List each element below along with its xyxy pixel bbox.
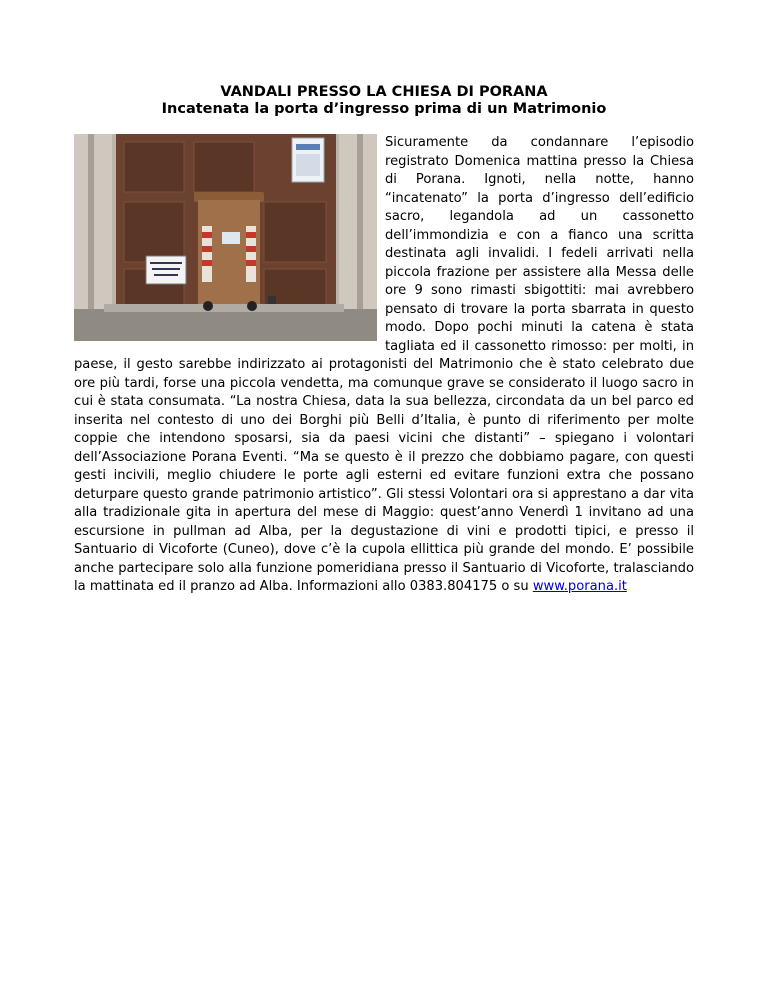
title-block <box>0 84 768 118</box>
page-title: VANDALI PRESSO LA CHIESA DI PORANA <box>220 84 548 100</box>
photo-illustration <box>74 134 377 341</box>
website-link[interactable]: www.porana.it <box>532 579 627 594</box>
church-door-photo <box>74 134 377 341</box>
article-text: Sicuramente da condannare l’episodio registrato Domenica mattina presso la Chiesa di Porana. Ignoti, nella notte, hanno “incatenato” la porta d’ingresso dell’edificio sacro, legandola ad un cassonetto dell’immondizia e con a fianco una scritta destinata agli invalidi. I fedeli arrivati nella piccola frazione per assistere alla Messa delle ore 9 sono rimasti sbigottiti: mai avrebbero pensato di trovare la porta sbarrata in questo modo. Dopo pochi minuti la catena è stata tagliata ed il cassonetto rimosso: per molti, in paese, il gesto sarebbe indirizzato ai protagonisti del Matrimonio che è stato celebrato due ore più tardi, forse una piccola vendetta, ma comunque grave se considerato il luogo sacro in cui è stata consumata. “La nostra Chiesa, data la sua bellezza, circondata da un bel parco ed inserita nel contesto di uno dei Borghi più Belli d’Italia, è punto di riferimento per molte coppie che intendono sposarsi, sia da paesi vicini che distanti” – spiegano i volontari dell’Associazione Porana Eventi. “Ma se questo è il prezzo che dobbiamo pagare, con questi gesti incivili, meglio chiudere le porte agli esterni ed evitare funzioni extra che possano deturpare questo grande patrimonio artistico”. Gli stessi Volontari ora si apprestano a dar vita alla tradizionale gita in apertura del mese di Maggio: quest’anno Venerdì 1 invitano ad una escursione in pullman ad Alba, per la degustazione di vini e prodotti tipici, e presso il Santuario di Vicoforte (Cuneo), dove c’è la cupola ellittica più grande del mondo. E’ possibile anche partecipare solo alla funzione pomeridiana presso il Santuario di Vicoforte, tralasciando la mattinata ed il pranzo ad Alba. Informazioni allo 0383.804175 o su <box>74 135 694 594</box>
article <box>74 134 694 597</box>
page-subtitle: Incatenata la porta d’ingresso prima di un Matrimonio <box>161 101 607 117</box>
